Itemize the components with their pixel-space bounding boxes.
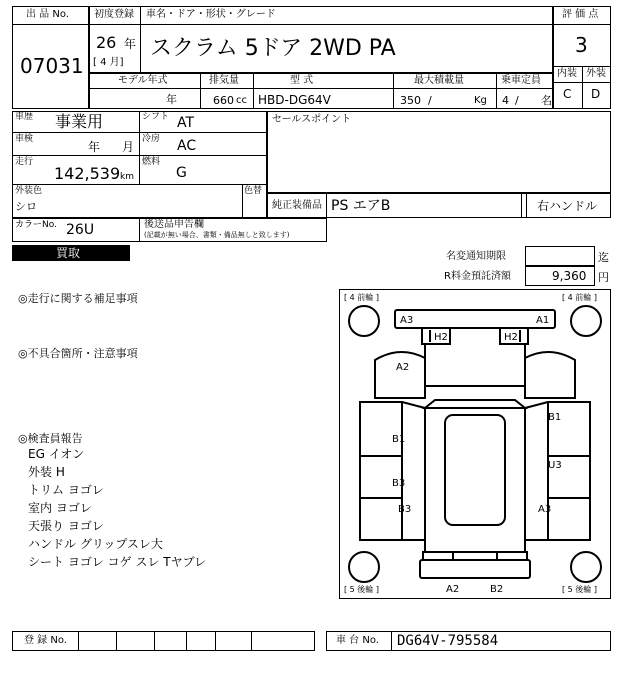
mileage: 142,539 bbox=[54, 164, 121, 183]
registration-number-label: 登 録 No. bbox=[24, 635, 67, 646]
left-front-fender-shape bbox=[375, 352, 425, 398]
later-docs-note: (記載が無い場合、書類・備品無しと致します) bbox=[144, 231, 290, 239]
displacement: 660 bbox=[213, 94, 234, 107]
exterior-color-label: 外装色 bbox=[15, 186, 43, 196]
interior-grade: C bbox=[563, 87, 572, 101]
model-type-label: 型 式 bbox=[290, 75, 314, 86]
color-number-label: カラーNo. bbox=[15, 220, 57, 230]
vehicle-name-label: 車名・ドア・形状・グレード bbox=[146, 9, 276, 20]
history-label: 車歴 bbox=[15, 112, 34, 122]
max-load-unit: Kg bbox=[474, 95, 487, 106]
inspector-note: EG イオン bbox=[28, 447, 85, 461]
car-diagram-svg bbox=[340, 290, 610, 598]
first-registration-label: 初度登録 bbox=[94, 9, 134, 20]
recycle-label: R料金預託済額 bbox=[444, 271, 511, 282]
vehicle-name: スクラム 5ドア 2WD PA bbox=[150, 36, 396, 61]
tyre-front-left-icon bbox=[349, 306, 379, 336]
tyre-rear-right-icon bbox=[571, 552, 601, 582]
max-load: 350 bbox=[400, 94, 421, 107]
tyre-fr-label: [ 4 前輪 ] bbox=[562, 293, 597, 302]
capacity-separator: / bbox=[515, 94, 519, 107]
tyre-rear-left-icon bbox=[349, 552, 379, 582]
windshield-shape bbox=[425, 400, 525, 408]
mark-right-front-door: B1 bbox=[548, 412, 562, 423]
inspector-note: トリム ヨゴレ bbox=[28, 483, 104, 497]
left-quarter-shape bbox=[360, 498, 402, 540]
displacement-label: 排気量 bbox=[209, 75, 239, 86]
front-cab-shape bbox=[425, 344, 525, 386]
model-year-label: モデル年式 bbox=[118, 75, 168, 86]
taillight-left-shape bbox=[423, 552, 453, 560]
inspection-label: 車検 bbox=[15, 134, 34, 144]
shift-label: シフト bbox=[142, 112, 170, 122]
exterior-color: シロ bbox=[15, 200, 37, 213]
capacity-unit: 名 bbox=[541, 94, 552, 107]
chassis-number: DG64V-795584 bbox=[397, 633, 499, 649]
displacement-unit: cc bbox=[236, 95, 247, 106]
max-load-separator: / bbox=[428, 94, 432, 107]
color-number: 26U bbox=[66, 222, 95, 238]
mark-front-bumper-right: A1 bbox=[536, 315, 550, 326]
chassis-number-label: 車 台 No. bbox=[336, 635, 379, 646]
left-slide-door-shape bbox=[360, 456, 402, 498]
model-type: HBD-DG64V bbox=[258, 93, 331, 107]
deadline-box bbox=[525, 246, 595, 266]
registration-year: 26 bbox=[96, 33, 117, 52]
right-front-fender-shape bbox=[525, 352, 575, 398]
rear-bumper-shape bbox=[420, 560, 530, 578]
recycle-unit: 円 bbox=[598, 271, 609, 284]
inspector-note: 室内 ヨゴレ bbox=[28, 501, 92, 515]
front-bumper-shape bbox=[395, 310, 555, 328]
ac: AC bbox=[177, 138, 197, 154]
tyre-front-right-icon bbox=[571, 306, 601, 336]
recycle-value: 9,360 bbox=[552, 269, 587, 283]
equipment-label: 純正装備品 bbox=[272, 200, 322, 211]
later-docs-label: 後送品申告欄 bbox=[144, 219, 204, 230]
taillight-right-shape bbox=[497, 552, 527, 560]
mark-headlight-left: H2 bbox=[434, 332, 448, 343]
mark-left-rear-door: B3 bbox=[392, 478, 406, 489]
exterior-grade-label: 外装 bbox=[586, 68, 606, 79]
fuel: G bbox=[176, 165, 187, 181]
rear-end-shape bbox=[402, 540, 548, 552]
capacity: 4 bbox=[502, 94, 509, 107]
inspector-note: 天張り ヨゴレ bbox=[28, 519, 104, 533]
lot-number-label: 出 品 No. bbox=[26, 9, 69, 20]
exterior-grade: D bbox=[591, 87, 601, 101]
mileage-label: 走行 bbox=[15, 157, 34, 167]
inspector-note: 外装 H bbox=[28, 465, 65, 479]
driving-notes-title: ◎走行に関する補足事項 bbox=[18, 292, 138, 305]
history: 事業用 bbox=[55, 112, 104, 131]
mark-left-door: B1 bbox=[392, 434, 406, 445]
grade-label: 評 価 点 bbox=[562, 9, 599, 20]
inspector-note: シート ヨゴレ コゲ スレ Tヤブレ bbox=[28, 555, 207, 569]
color-change-label: 色替 bbox=[244, 186, 263, 196]
mark-rear-bumper-right: B2 bbox=[490, 584, 504, 595]
left-front-door-shape bbox=[360, 402, 402, 456]
registration-month: [ 4 月] bbox=[93, 57, 124, 68]
fuel-label: 燃料 bbox=[142, 157, 161, 167]
equipment-value: PS エアB bbox=[331, 198, 391, 214]
mark-left-quarter: B3 bbox=[398, 504, 412, 515]
lot-number: 07031 bbox=[20, 54, 84, 78]
mark-right-quarter: A3 bbox=[538, 504, 552, 515]
deadline-unit: 迄 bbox=[598, 251, 609, 264]
defects-title: ◎不具合箇所・注意事項 bbox=[18, 347, 138, 360]
model-year-unit: 年 bbox=[166, 93, 177, 106]
registration-year-unit: 年 bbox=[124, 37, 137, 51]
mark-front-bumper-left: A3 bbox=[400, 315, 414, 326]
purchase-label: 買取 bbox=[56, 246, 81, 260]
inspection-month: 月 bbox=[122, 140, 135, 154]
mark-headlight-right: H2 bbox=[504, 332, 518, 343]
inspector-note: ハンドル グリップスレ大 bbox=[28, 537, 163, 551]
right-quarter-shape bbox=[548, 498, 590, 540]
deadline-label: 名変通知期限 bbox=[446, 251, 506, 262]
roof-shape bbox=[445, 415, 505, 525]
max-load-label: 最大積載量 bbox=[414, 75, 464, 86]
car-diagram bbox=[339, 289, 611, 599]
ac-label: 冷房 bbox=[142, 134, 161, 144]
inspector-report-title: ◎検査員報告 bbox=[18, 432, 83, 445]
selling-points-label: セールスポイント bbox=[272, 114, 352, 125]
interior-grade-label: 内装 bbox=[557, 68, 577, 79]
inspection-year: 年 bbox=[88, 140, 101, 154]
tyre-rl-label: [ 5 後輪 ] bbox=[344, 585, 379, 594]
overall-grade: 3 bbox=[575, 33, 588, 57]
tyre-rr-label: [ 5 後輪 ] bbox=[562, 585, 597, 594]
steering-side: 右ハンドル bbox=[537, 199, 598, 213]
shift: AT bbox=[177, 115, 195, 131]
mileage-unit: km bbox=[120, 172, 134, 182]
capacity-label: 乗車定員 bbox=[501, 75, 541, 86]
mark-rear-bumper-left: A2 bbox=[446, 584, 460, 595]
right-front-door-shape bbox=[548, 402, 590, 456]
mark-right-slide-door: U3 bbox=[548, 460, 562, 471]
mark-left-front-fender: A2 bbox=[396, 362, 410, 373]
tyre-fl-label: [ 4 前輪 ] bbox=[344, 293, 379, 302]
